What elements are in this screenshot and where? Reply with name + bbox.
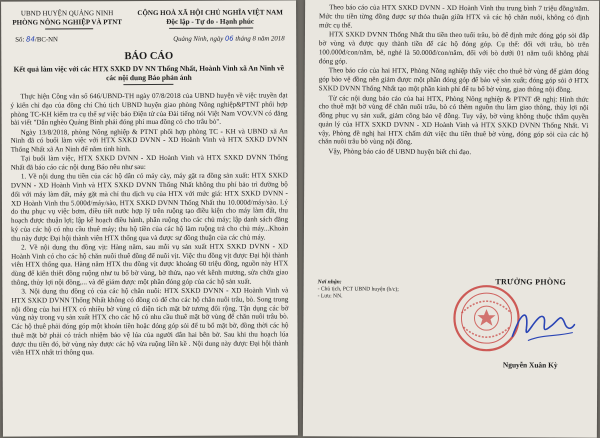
paragraph: Theo báo cáo của HTX SXKD DVNN - XD Hoành Vinh thu trung bình 7 triệu đồng/năm. Mức thu tiền từng đồng được sự thỏa thuận giữa HTX và các hộ chăn nuôi, không có định mức cụ thể. xyxy=(318,3,590,29)
national-header xyxy=(127,8,293,26)
handwritten-signature-icon xyxy=(508,300,578,350)
paragraph: Tại buổi làm việc, HTX SXKD DVNN - XD Hoành Vinh và HTX SXKD DVNN Thống Nhất đã báo cáo các nội dung Báo nêu như sau: xyxy=(10,153,288,172)
recipients-label: Nơi nhận: xyxy=(317,279,342,286)
national-motto: Độc lập - Tự do - Hạnh phúc xyxy=(166,17,255,26)
place-day-handwritten: 06 xyxy=(224,34,234,43)
recipients-block xyxy=(318,279,399,300)
issuing-agency xyxy=(11,9,123,26)
recipient-item: - Chủ tịch, PCT UBND huyện (b/c); xyxy=(317,286,399,293)
paragraph: 1. Về nội dung thu tiền của các hộ dân có máy cày, máy gặt ra đồng sản xuất: HTX SXKD DVNN - XD Hoành Vinh và HTX SXKD DVNN Thống Nhất không thu phí bảo trì đường bộ đối với máy làm đất, máy gặt mà chỉ thu dịch vụ của HTX với mức giá: HTX SXKD DVNN - XD Hoành Vinh thu 5.000đ/máy/sào, HTX SXKD DVNN Thống Nhất thu 10.000đ/máy/sào. Lý do thu phục vụ việc bơm, điều tiết nước hợp lý trên ruộng tạo điều kiện cho máy làm đất, thu hoạch được thuận lợi; lập kế hoạch điều hành, phân ruộng cho các chủ máy; lập danh sách đăng ký của các hộ có nhu cầu thuê máy; thu hộ tiền của các hộ làm ruộng trả cho chủ máy...Khoản thu này được Đại hội thành viên HTX thống qua và được sự đồng thuận của các chủ máy. xyxy=(10,171,289,243)
paragraph: HTX SXKD DVNN Thống Nhất thu tiền theo tuổi trâu, bò để định mức đóng góp sỏi đắp bờ vùng và được quy thành tiền để các hộ đóng góp. Cụ thể: đối với trâu, bò trên 100.000đ/con/năm, bê, nghé là 50.000đ/con/năm, đối với bò dưới 01 năm tuổi không phải đóng góp. xyxy=(318,30,589,65)
place-prefix: Quảng Ninh, ngày xyxy=(173,35,224,43)
doc-number-handwritten: 84 xyxy=(25,35,35,44)
doc-number-suffix: /BC-NN xyxy=(34,36,58,44)
agency-line-2: PHÒNG NÔNG NGHIỆP VÀ PTNT xyxy=(12,17,122,27)
doc-number-prefix: Số: xyxy=(15,36,25,44)
paragraph: 2. Về nội dung thu đồng vịt: Hàng năm, sau mỗi vụ sản xuất HTX SXKD DVNN - XD Hoành Vinh có cho các hộ chăn nuôi thuê đồng để nuôi vịt. Việc thu đồng vịt được Đại hội thành viên HTX thống qua. Hàng năm HTX thu đồng vịt được khoảng 60 triệu đồng, nguồn này HTX dùng để kiến thiết đồng ruộng như tu bổ bờ vùng, bờ thửa, nạo vét kênh mương, sửa chữa giao thông, thủy lợi nội đồng,... và để giảm được một phần đóng góp của các hộ sản xuất. xyxy=(11,242,289,287)
report-page-2 xyxy=(303,0,599,438)
report-body-page-1 xyxy=(10,91,288,358)
paragraph: Vậy, Phòng báo cáo để UBND huyện biết chỉ đạo. xyxy=(328,147,472,157)
report-subtitle: Kết quả làm việc với các HTX SXKD DV NN Thống Nhất, Hoành Vinh xã An Ninh về các nội dung Báo phản ánh xyxy=(13,63,285,83)
place-suffix: tháng 8 năm 2018 xyxy=(235,35,285,43)
signer-name: Nguyễn Xuân Kỳ xyxy=(502,360,558,370)
agency-underline xyxy=(45,28,93,29)
report-title: BÁO CÁO xyxy=(124,50,174,63)
subtitle-underline xyxy=(123,84,173,85)
motto-underline xyxy=(169,28,253,29)
paragraph: Thực hiện Công văn số 646/UBND-TH ngày 07/8/2018 của UBND huyện về việc truyền đạt ý kiến chỉ đạo của đồng chí Chủ tịch UBND huyện giao phòng Nông nghiệp&PTNT phối hợp phòng TC-KH kiểm tra cụ thể sự việc báo Điện tử của Đài tiếng nói Việt Nam VOV.VN có đăng bài viết "Dân nghèo Quảng Bình phải đóng phí mua đồng cỏ cho trâu bò". xyxy=(10,91,288,127)
document-number xyxy=(15,35,58,43)
signer-position: TRƯỞNG PHÒNG xyxy=(495,277,567,287)
recipient-item: - Lưu: NN. xyxy=(317,293,343,300)
report-page-1 xyxy=(1,0,298,436)
paragraph: Ngày 13/8/2018, phòng Nông nghiệp & PTNT phối hợp phòng TC - KH và UBND xã An Ninh đã có buổi làm việc với HTX SXKD DVNN - XD Hoành Vinh và HTX SXKD DVNN Thống Nhất xã An Ninh để nắm tình hình. xyxy=(10,126,288,154)
paragraph: Theo báo cáo của hai HTX, Phòng Nông nghiệp thấy việc cho thuê bờ vùng để giảm đóng góp bảo vệ đồng nên giảm được một phần đóng góp để bảo vệ sản xuất; đóng góp sỏi ở HTX SXKD DVNN Thống Nhất tạo một phần kinh phí để tu bổ bờ vùng, giao thông nội đồng. xyxy=(318,66,589,94)
paragraph: Từ các nội dung báo cáo của hai HTX, Phòng Nông nghiệp & PTNT đề nghị: Hình thức cho thuê mặt bờ vùng để chăn nuôi trâu, bò có thêm nguồn thu làm giao thông, thủy lợi nội đồng phục vụ sản xuất, giảm công bảo vệ đồng. Tuy vậy, bờ vùng không thuộc thẩm quyền quản lý của HTX SXKD DVNN - XD Hoành Vinh và HTX SXKD DVNN Thống Nhất. Vì vậy, Phòng đề nghị hai HTX chấm dứt việc thu tiền thuê bờ vùng, đóng góp sỏi của các hộ chăn nuôi trâu bò vùng nội đồng. xyxy=(318,93,589,147)
paragraph: 3. Nội dung thu đồng cỏ của các hộ chăn nuôi: HTX SXKD DVNN - XD Hoành Vinh và HTX SXKD DVNN Thống Nhất không có đồng cỏ để cho các hộ chăn nuôi trâu, bò. Song trong nội đồng của hai HTX có nhiều bờ vùng có diện tích mặt bờ tương đối rộng. Tận dụng các bờ vùng này trong vụ sản xuất HTX cho các hộ có nhu cầu thuê mặt bờ vùng để chăn nuôi trâu bò. Các hộ thuê phải đóng góp một khoản tiền hoặc đóng góp sỏi để tu bổ mặt bờ, đồng thời các hộ thuê mặt bờ phải có trách nhiệm bảo vệ lúa của người dân hai bên bờ. Sau khi thu hoạch lúa được thu tiền đó, bờ vùng này được các hộ vừa ruộng liền kề . Nội dung này được Đại hội thành viên HTX nhất trí thông qua. xyxy=(11,286,289,357)
place-date xyxy=(173,34,284,42)
national-name: CỘNG HOÀ XÃ HỘI CHỦ NGHĨA VIỆT NAM xyxy=(137,8,283,18)
report-body-page-2 xyxy=(318,3,589,158)
agency-line-1: UBND HUYỆN QUẢNG NINH xyxy=(20,9,114,18)
